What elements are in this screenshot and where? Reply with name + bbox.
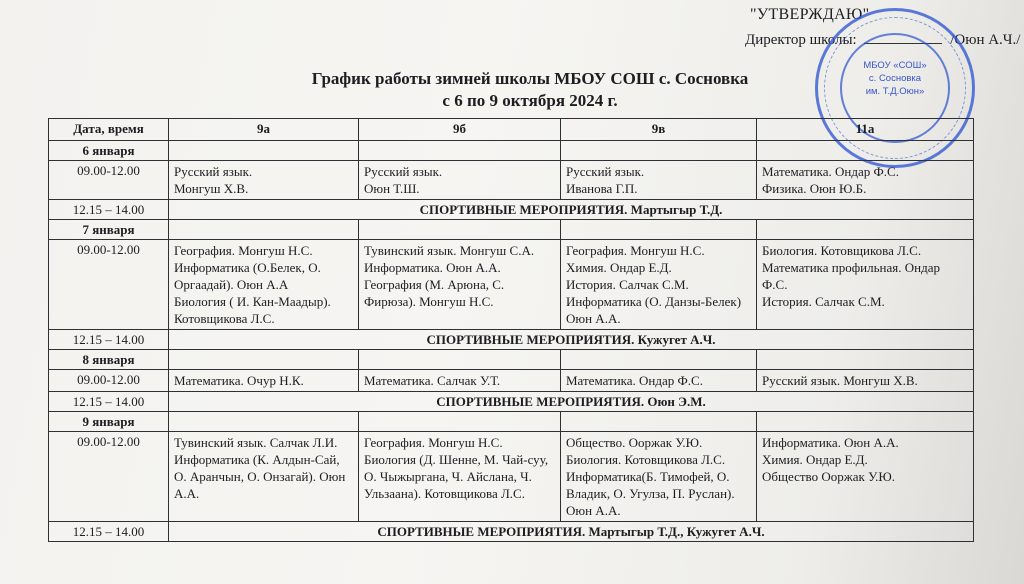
lesson-time: 09.00-12.00 xyxy=(49,370,169,392)
lesson-cell-9b xyxy=(359,432,561,522)
document-title xyxy=(0,68,1024,112)
sport-event: СПОРТИВНЫЕ МЕРОПРИЯТИЯ. Мартыгыр Т.Д. xyxy=(169,200,974,220)
day-label: 6 января xyxy=(49,141,169,161)
lesson-text: Русский язык. Монгуш Х.В. xyxy=(174,164,253,196)
lesson-row xyxy=(49,161,974,200)
lesson-cell-9a xyxy=(169,161,359,200)
lesson-text: Тувинский язык. Монгуш С.А. Информатика. Оюн А.А. География (М. Арюна, С. Фирюза). Монгуш Н.С. xyxy=(364,243,535,309)
lesson-time: 09.00-12.00 xyxy=(49,240,169,330)
sport-row xyxy=(49,522,974,542)
sport-row xyxy=(49,392,974,412)
col-header-date: Дата, время xyxy=(49,119,169,141)
stamp-line-2: с. Сосновка xyxy=(868,73,922,84)
sport-time: 12.15 – 14.00 xyxy=(49,330,169,350)
lesson-cell-9v xyxy=(561,432,757,522)
lesson-cell-9a xyxy=(169,432,359,522)
lesson-text: География. Монгуш Н.С. Информатика (О.Белек, О. Оргаадай). Оюн А.А Биология ( И. Кан-Маадыр). Котовщикова Л.С. xyxy=(174,243,331,326)
sport-time: 12.15 – 14.00 xyxy=(49,200,169,220)
day-label: 7 января xyxy=(49,220,169,240)
lesson-text: Русский язык. Иванова Г.П. xyxy=(566,164,645,196)
lesson-row xyxy=(49,432,974,522)
lesson-text: Общество. Ооржак У.Ю. Биология. Котовщикова Л.С. Информатика(Б. Тимофей, О. Владик, О. Угулза, П. Руслан). Оюн А.А. xyxy=(566,435,735,518)
col-header-11a: 11а xyxy=(757,119,974,141)
lesson-cell-9b xyxy=(359,161,561,200)
lesson-cell-9v xyxy=(561,161,757,200)
lesson-text: Математика. Ондар Ф.С. xyxy=(566,373,703,388)
lesson-text: Русский язык. Монгуш Х.В. xyxy=(762,373,918,388)
sport-time: 12.15 – 14.00 xyxy=(49,392,169,412)
table-header-row xyxy=(49,119,974,141)
lesson-cell-9b xyxy=(359,240,561,330)
title-line-1: График работы зимней школы МБОУ СОШ с. Сосновка xyxy=(311,69,749,88)
lesson-text: Информатика. Оюн А.А. Химия. Ондар Е.Д. Общество Ооржак У.Ю. xyxy=(762,435,899,484)
day-label: 8 января xyxy=(49,350,169,370)
title-line-2: с 6 по 9 октября 2024 г. xyxy=(442,91,618,110)
day-row xyxy=(49,350,974,370)
stamp-line-3: им. Т.Д.Оюн» xyxy=(865,86,925,97)
lesson-row xyxy=(49,370,974,392)
day-row xyxy=(49,141,974,161)
lesson-cell-11a xyxy=(757,432,974,522)
approval-header: "УТВЕРЖДАЮ" xyxy=(750,6,870,23)
lesson-row xyxy=(49,240,974,330)
director-signature: /Оюн А.Ч./ xyxy=(950,32,1021,48)
lesson-cell-11a xyxy=(757,161,974,200)
stamp-line-1: МБОУ «СОШ» xyxy=(863,60,927,71)
lesson-text: География. Монгуш Н.С. Химия. Ондар Е.Д. История. Салчак С.М. Информатика (О. Данзы-Белек) Оюн А.А. xyxy=(566,243,742,326)
day-row xyxy=(49,412,974,432)
sport-row xyxy=(49,200,974,220)
schedule-table xyxy=(48,118,974,542)
lesson-text: Математика. Салчак У.Т. xyxy=(364,373,501,388)
lesson-cell-11a xyxy=(757,240,974,330)
lesson-text: Тувинский язык. Салчак Л.И. Информатика (К. Алдын-Сай, О. Аранчын, О. Онзагай). Оюн А.А. xyxy=(174,435,346,501)
col-header-9a: 9а xyxy=(169,119,359,141)
sport-event: СПОРТИВНЫЕ МЕРОПРИЯТИЯ. Мартыгыр Т.Д., Кужугет А.Ч. xyxy=(169,522,974,542)
lesson-cell-9a xyxy=(169,240,359,330)
lesson-text: Математика. Очур Н.К. xyxy=(174,373,304,388)
lesson-text: Математика. Ондар Ф.С. Физика. Оюн Ю.Б. xyxy=(762,164,899,196)
lesson-text: Биология. Котовщикова Л.С. Математика профильная. Ондар Ф.С. История. Салчак С.М. xyxy=(762,243,940,309)
lesson-cell-9a xyxy=(169,370,359,392)
day-label: 9 января xyxy=(49,412,169,432)
sport-time: 12.15 – 14.00 xyxy=(49,522,169,542)
lesson-cell-11a xyxy=(757,370,974,392)
director-label: Директор школы: xyxy=(745,32,857,48)
col-header-9v: 9в xyxy=(561,119,757,141)
sport-event: СПОРТИВНЫЕ МЕРОПРИЯТИЯ. Оюн Э.М. xyxy=(169,392,974,412)
lesson-text: География. Монгуш Н.С. Биология (Д. Шенне, М. Чай-суу, О. Чыжыргана, Ч. Айслана, Ч. Ульзаана). Котовщикова Л.С. xyxy=(364,435,549,501)
lesson-time: 09.00-12.00 xyxy=(49,161,169,200)
day-row xyxy=(49,220,974,240)
lesson-cell-9b xyxy=(359,370,561,392)
lesson-time: 09.00-12.00 xyxy=(49,432,169,522)
sport-row xyxy=(49,330,974,350)
sport-event: СПОРТИВНЫЕ МЕРОПРИЯТИЯ. Кужугет А.Ч. xyxy=(169,330,974,350)
lesson-cell-9v xyxy=(561,240,757,330)
col-header-9b: 9б xyxy=(359,119,561,141)
lesson-text: Русский язык. Оюн Т.Ш. xyxy=(364,164,443,196)
lesson-cell-9v xyxy=(561,370,757,392)
